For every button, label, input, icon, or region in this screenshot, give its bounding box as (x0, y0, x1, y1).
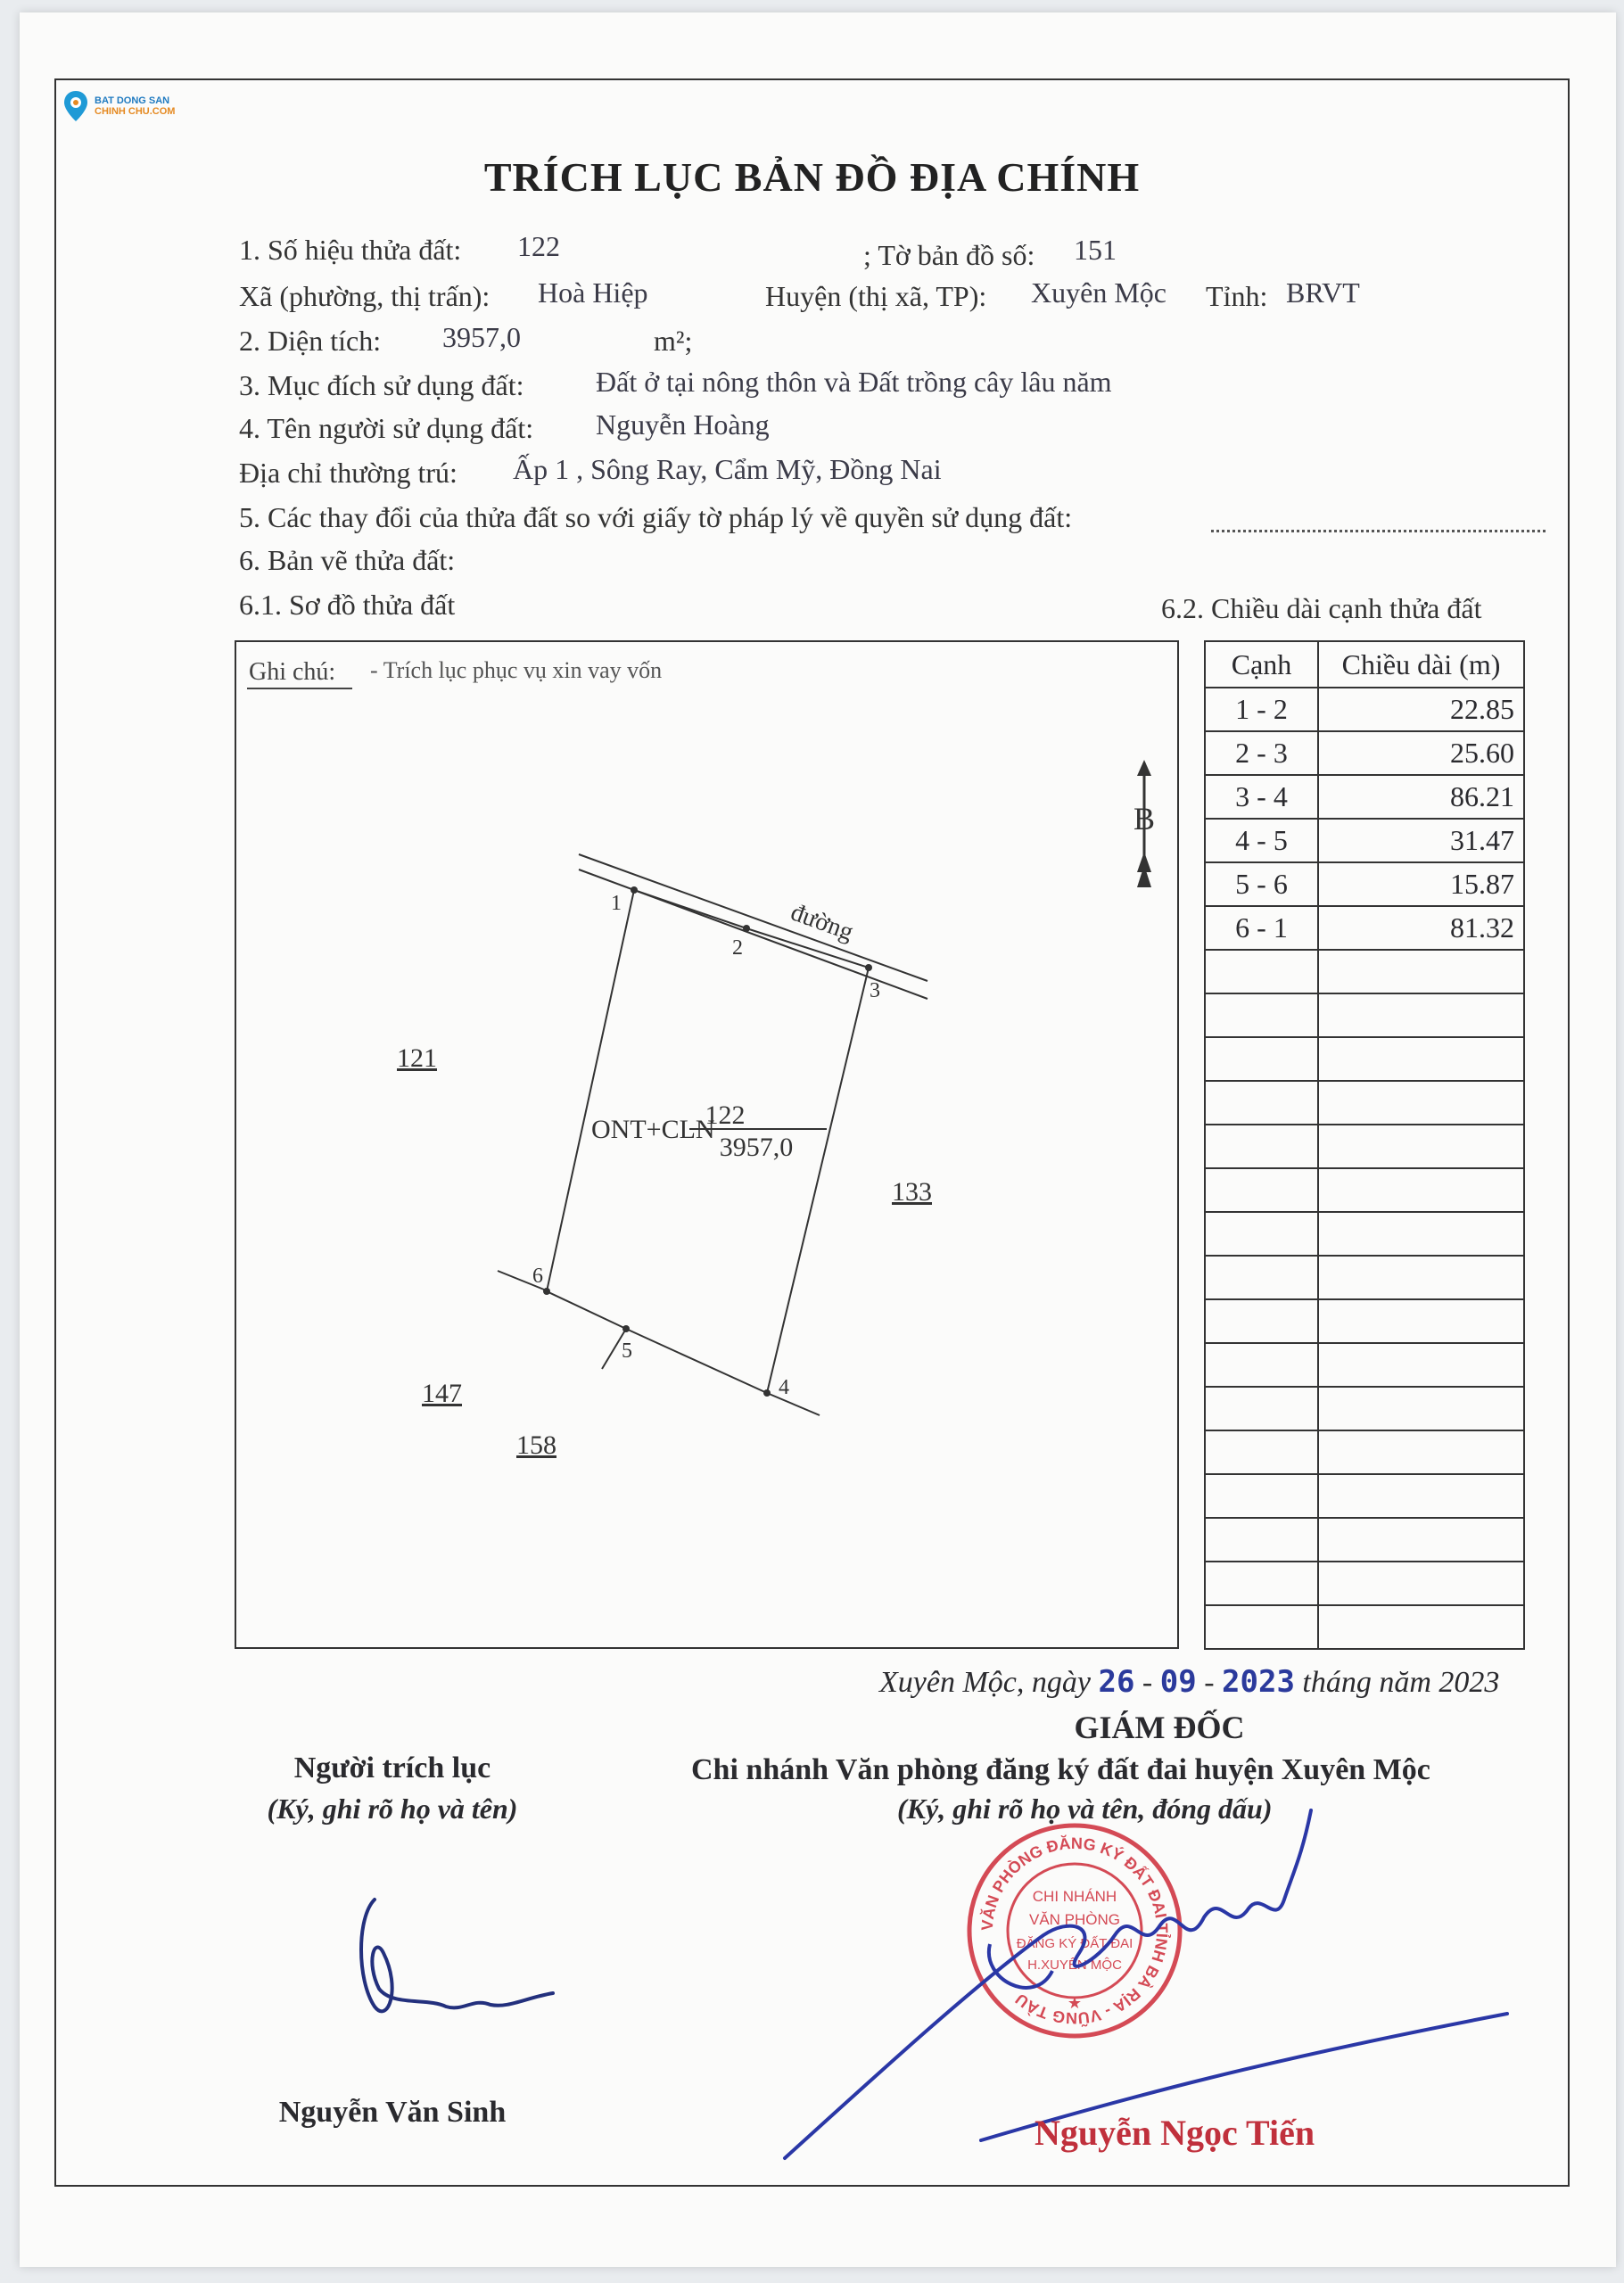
district-label: Huyện (thị xã, TP): (765, 280, 987, 312)
stamp-line-4: H.XUYÊN MỘC (1027, 1957, 1122, 1973)
date-day: 26 (1098, 1664, 1135, 1700)
parcel-no-value: 122 (517, 230, 560, 262)
neighbor-133: 133 (892, 1177, 932, 1207)
area-unit: m²; (654, 325, 693, 357)
empty-row (1205, 1343, 1524, 1387)
address-label: Địa chỉ thường trú: (239, 457, 458, 489)
length-cell: 22.85 (1318, 688, 1524, 731)
north-label: B (1134, 801, 1156, 837)
parcel-area: 3957,0 (719, 1133, 794, 1162)
neighbor-121: 121 (397, 1043, 437, 1073)
table-row (1205, 775, 1524, 819)
director-name: Nguyễn Ngọc Tiến (1035, 2113, 1315, 2153)
empty-row (1205, 1299, 1524, 1343)
location-pin-icon (62, 89, 89, 123)
watermark-logo (62, 89, 175, 123)
point-label-4: 4 (779, 1376, 789, 1399)
edge-cell: 6 - 1 (1205, 906, 1318, 950)
empty-row (1205, 1256, 1524, 1299)
boundary-extension-right (767, 1393, 820, 1415)
north-arrow-icon (1134, 760, 1155, 887)
length-cell: 25.60 (1318, 731, 1524, 775)
map-sheet-value: 151 (1074, 234, 1117, 266)
table-header-length: Chiều dài (m) (1318, 641, 1524, 688)
length-cell: 31.47 (1318, 819, 1524, 862)
sketch-label: 6.1. Sơ đồ thửa đất (239, 589, 456, 621)
point-label-5: 5 (622, 1339, 632, 1363)
date-separator: - (1204, 1666, 1215, 1699)
purpose-value: Đất ở tại nông thôn và Đất trồng cây lâu năm (596, 366, 1112, 398)
length-cell: 15.87 (1318, 862, 1524, 906)
note-text: - Trích lục phục vụ xin vay vốn (370, 657, 663, 683)
point-6 (543, 1288, 550, 1295)
parcel-sketch-drawing (236, 642, 1177, 1647)
director-instruction: (Ký, ghi rõ họ và tên, đóng dấu) (897, 1793, 1273, 1825)
point-1 (631, 886, 638, 894)
empty-row (1205, 1562, 1524, 1605)
empty-row (1205, 993, 1524, 1037)
length-cell: 81.32 (1318, 906, 1524, 950)
date-separator: - (1142, 1666, 1153, 1699)
edge-cell: 3 - 4 (1205, 775, 1318, 819)
province-value: BRVT (1286, 276, 1360, 309)
table-header-row (1205, 641, 1524, 688)
edge-cell: 2 - 3 (1205, 731, 1318, 775)
commune-value: Hoà Hiệp (538, 276, 648, 309)
district-value: Xuyên Mộc (1031, 276, 1166, 309)
parcel-sketch (235, 640, 1179, 1649)
table-row (1205, 906, 1524, 950)
purpose-label: 3. Mục đích sử dụng đất: (239, 369, 524, 401)
commune-label: Xã (phường, thị trấn): (239, 280, 490, 312)
watermark-line1: BAT DONG SAN (95, 95, 170, 106)
map-sheet-label: ; Tờ bản đồ số: (863, 239, 1035, 271)
table-row (1205, 862, 1524, 906)
empty-row (1205, 1387, 1524, 1430)
note-label: Ghi chú: (249, 658, 336, 686)
parcel-number: 122 (705, 1100, 746, 1130)
neighbor-147: 147 (422, 1379, 462, 1408)
road-edge-top (579, 854, 927, 981)
edge-cell: 4 - 5 (1205, 819, 1318, 862)
stamp-ring-text: VĂN PHÒNG ĐĂNG KÝ ĐẤT ĐAI TỈNH BÀ RỊA - VŨNG TÀU (977, 1834, 1172, 2028)
extractor-title: Người trích lục (293, 1751, 491, 1784)
date-stamp-year: 2023 (1222, 1664, 1295, 1700)
empty-row (1205, 1518, 1524, 1562)
extractor-signature (339, 1882, 571, 2033)
empty-row (1205, 1037, 1524, 1081)
stamp-star-icon: ★ (1067, 1994, 1083, 2012)
empty-row (1205, 1125, 1524, 1168)
edge-cell: 5 - 6 (1205, 862, 1318, 906)
point-3 (865, 964, 872, 971)
parcel-no-label: 1. Số hiệu thửa đất: (239, 234, 462, 266)
table-row (1205, 731, 1524, 775)
neighbor-158: 158 (516, 1430, 556, 1460)
address-value: Ấp 1 , Sông Ray, Cẩm Mỹ, Đồng Nai (513, 453, 942, 485)
drawing-label: 6. Bản vẽ thửa đất: (239, 544, 456, 576)
empty-row (1205, 1474, 1524, 1518)
table-header-edge: Cạnh (1205, 641, 1318, 688)
point-label-6: 6 (532, 1265, 543, 1288)
empty-row (1205, 1081, 1524, 1125)
area-value: 3957,0 (442, 321, 521, 353)
stamp-line-2: VĂN PHÒNG (1028, 1911, 1121, 1928)
office-name: Chi nhánh Văn phòng đăng ký đất đai huyện Xuyên Mộc (691, 1753, 1430, 1786)
point-label-2: 2 (732, 936, 743, 960)
area-label: 2. Diện tích: (239, 325, 382, 357)
point-label-1: 1 (611, 892, 622, 915)
point-5 (622, 1325, 630, 1332)
parcel-code: ONT+CLN (591, 1115, 715, 1144)
edge-length-table (1204, 640, 1525, 1650)
road-label: đường (787, 898, 857, 947)
owner-value: Nguyễn Hoàng (596, 408, 770, 441)
province-label: Tỉnh: (1206, 280, 1268, 312)
point-2 (743, 925, 750, 932)
empty-row (1205, 950, 1524, 993)
place-date (879, 1664, 1499, 1700)
month-word: tháng (1302, 1666, 1372, 1699)
point-label-3: 3 (870, 979, 880, 1002)
empty-row (1205, 1168, 1524, 1212)
watermark-line2: CHINH CHU.COM (95, 106, 176, 117)
point-4 (763, 1389, 771, 1397)
director-title: GIÁM ĐỐC (1074, 1710, 1245, 1745)
owner-label: 4. Tên người sử dụng đất: (239, 412, 534, 444)
empty-row (1205, 1212, 1524, 1256)
length-cell: 86.21 (1318, 775, 1524, 819)
extractor-name: Nguyễn Văn Sinh (278, 2096, 507, 2129)
empty-row (1205, 1605, 1524, 1649)
edge-cell: 1 - 2 (1205, 688, 1318, 731)
table-row (1205, 688, 1524, 731)
changes-dotted-line (1211, 530, 1546, 532)
place-date-prefix: Xuyên Mộc, ngày (879, 1666, 1091, 1699)
stamp-line-1: CHI NHÁNH (1032, 1888, 1117, 1905)
table-row (1205, 819, 1524, 862)
edges-label: 6.2. Chiều dài cạnh thửa đất (1161, 592, 1482, 624)
year-text: năm 2023 (1379, 1666, 1500, 1699)
changes-label: 5. Các thay đổi của thửa đất so với giấy tờ pháp lý về quyền sử dụng đất: (239, 501, 1073, 533)
document-title: TRÍCH LỤC BẢN ĐỒ ĐỊA CHÍNH (483, 154, 1141, 200)
date-month: 09 (1159, 1664, 1197, 1700)
stamp-line-3: ĐĂNG KÝ ĐẤT ĐAI (1016, 1936, 1134, 1951)
empty-row (1205, 1430, 1524, 1474)
extractor-instruction: (Ký, ghi rõ họ và tên) (267, 1793, 518, 1825)
